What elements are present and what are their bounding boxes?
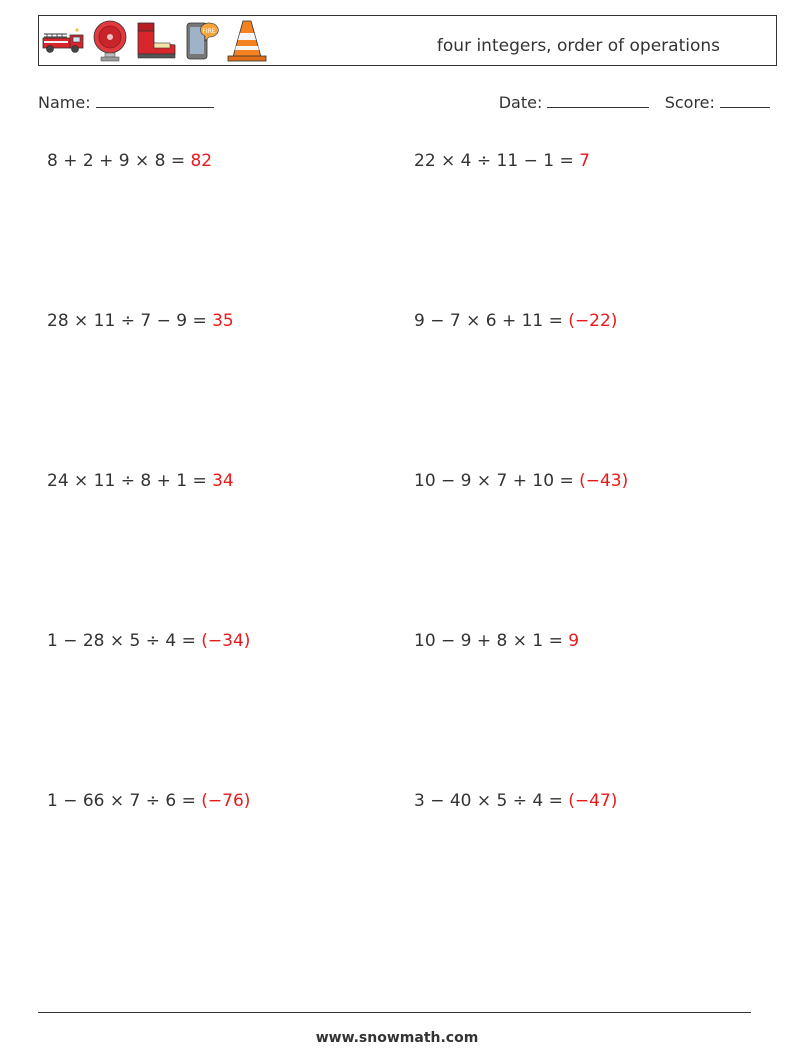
name-field [38, 93, 214, 112]
problem-answer: 9 [568, 631, 580, 651]
problem-expression: 1 − 66 × 7 ÷ 6 = [47, 791, 196, 811]
svg-text:FIRE: FIRE [202, 28, 216, 35]
score-line [720, 93, 770, 108]
problem-answer: (−43) [579, 471, 629, 491]
problem-answer: (−47) [568, 791, 618, 811]
problem-6 [414, 471, 628, 491]
worksheet-title: four integers, order of operations [436, 36, 720, 56]
problem-answer: 35 [212, 311, 234, 331]
problem-expression: 8 + 2 + 9 × 8 = [47, 151, 186, 171]
problem-8 [414, 631, 579, 651]
problem-expression: 3 − 40 × 5 ÷ 4 = [414, 791, 563, 811]
date-line [547, 93, 649, 108]
problem-10 [414, 791, 617, 811]
header-icons [41, 19, 269, 63]
problem-7 [47, 631, 250, 651]
problem-answer: 34 [212, 471, 234, 491]
problem-4 [414, 311, 617, 331]
footer-divider [38, 1012, 751, 1013]
problem-answer: (−34) [201, 631, 251, 651]
problem-expression: 10 − 9 × 7 + 10 = [414, 471, 574, 491]
fire-boot-icon [135, 21, 179, 61]
score-label: Score: [664, 93, 715, 112]
problem-2 [414, 151, 590, 171]
date-score-fields [499, 93, 770, 112]
problem-9 [47, 791, 250, 811]
problem-expression: 1 − 28 × 5 ÷ 4 = [47, 631, 196, 651]
name-line [96, 93, 214, 108]
problem-3 [47, 311, 234, 331]
problem-1 [47, 151, 212, 171]
problem-answer: (−76) [201, 791, 251, 811]
problem-answer: (−22) [568, 311, 618, 331]
problem-expression: 10 − 9 + 8 × 1 = [414, 631, 563, 651]
problem-expression: 28 × 11 ÷ 7 − 9 = [47, 311, 207, 331]
fire-alarm-bell-icon [91, 19, 129, 63]
worksheet-header [38, 15, 777, 66]
footer-site-link[interactable]: www.snowmath.com [315, 1030, 479, 1046]
fire-phone-icon [185, 19, 219, 63]
problem-5 [47, 471, 234, 491]
traffic-cone-icon [225, 19, 269, 63]
problem-answer: 7 [579, 151, 590, 171]
date-label: Date: [498, 93, 543, 112]
problem-expression: 22 × 4 ÷ 11 − 1 = [414, 151, 574, 171]
fire-truck-icon [41, 26, 85, 56]
name-label: Name: [38, 93, 91, 112]
problem-expression: 9 − 7 × 6 + 11 = [414, 311, 563, 331]
problem-expression: 24 × 11 ÷ 8 + 1 = [47, 471, 207, 491]
problem-answer: 82 [190, 151, 213, 171]
